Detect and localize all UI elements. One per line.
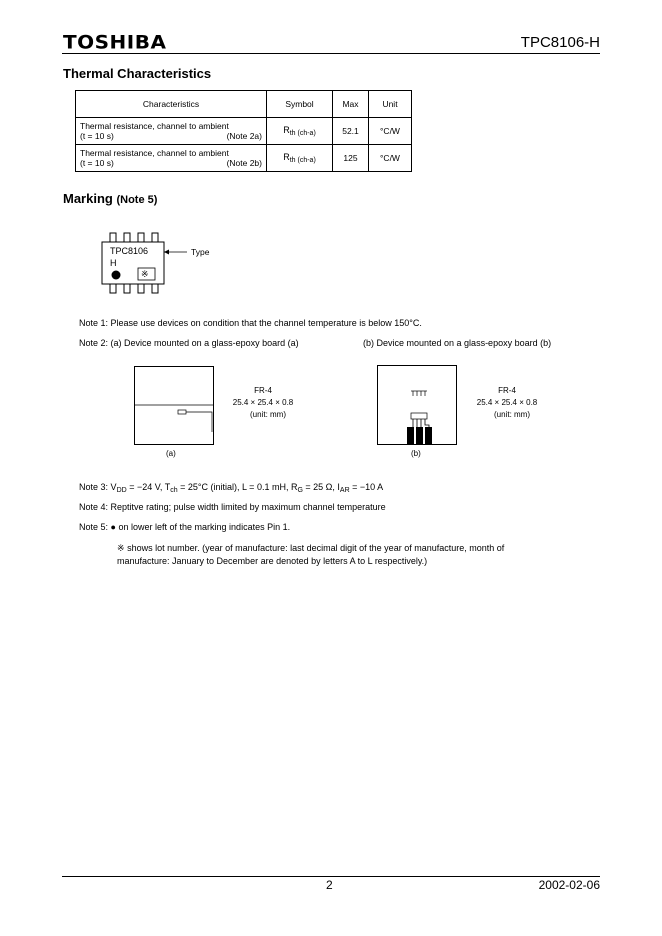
board-b-pad-3 bbox=[425, 427, 432, 445]
header-rule bbox=[62, 53, 600, 54]
cell-symbol bbox=[267, 118, 333, 145]
note3-v-val: = −24 V, T bbox=[126, 482, 171, 492]
type-arrowhead bbox=[164, 250, 169, 255]
note4-text: Reptitve rating; pulse width limited by maximum channel temperature bbox=[110, 502, 386, 512]
board-b-pad-1 bbox=[407, 427, 414, 445]
note2b-text: (b) Device mounted on a glass-epoxy board (b) bbox=[363, 338, 552, 348]
note3-i-val: = −10 A bbox=[349, 482, 384, 492]
board-a-label bbox=[210, 385, 316, 421]
char-line1: Thermal resistance, channel to ambient bbox=[80, 121, 229, 131]
cell-characteristic bbox=[76, 118, 267, 145]
note4 bbox=[79, 502, 386, 512]
board-a-size: 25.4 × 25.4 × 0.8 bbox=[232, 398, 294, 407]
col-max: Max bbox=[333, 91, 369, 118]
char-note: (Note 2a) bbox=[226, 131, 262, 141]
pin1-bullet-icon: ● bbox=[110, 522, 116, 532]
col-symbol: Symbol bbox=[267, 91, 333, 118]
footer-rule bbox=[62, 876, 600, 877]
note3-r-val: = 25 Ω, I bbox=[302, 482, 340, 492]
col-characteristics: Characteristics bbox=[76, 91, 267, 118]
board-b-diagram bbox=[377, 365, 459, 446]
note3-label: Note 3: bbox=[79, 482, 109, 492]
note5b bbox=[117, 542, 587, 568]
cell-characteristic bbox=[76, 145, 267, 172]
symbol-sub: th (ch-a) bbox=[289, 157, 316, 164]
thermal-title: Thermal Characteristics bbox=[63, 66, 212, 81]
char-note: (Note 2b) bbox=[226, 158, 262, 168]
note1-text: Please use devices on condition that the channel temperature is below 150°C. bbox=[110, 318, 422, 328]
cell-symbol bbox=[267, 145, 333, 172]
table-row bbox=[76, 118, 412, 145]
note2-label: Note 2: bbox=[79, 338, 109, 348]
board-a-unit: (unit: mm) bbox=[250, 410, 286, 419]
note3-i-sub: AR bbox=[339, 487, 350, 494]
symbol-main: R bbox=[283, 125, 290, 135]
note3-r-sub: G bbox=[297, 487, 303, 494]
board-b-size: 25.4 × 25.4 × 0.8 bbox=[476, 398, 538, 407]
char-line2: (t = 10 s) bbox=[80, 131, 114, 141]
board-a-diagram bbox=[134, 366, 216, 446]
pin1-dot bbox=[112, 271, 121, 280]
cell-unit: °C/W bbox=[369, 118, 412, 145]
note3-v-sub: DD bbox=[116, 487, 127, 494]
footer-date: 2002-02-06 bbox=[538, 878, 600, 892]
type-label: Type bbox=[191, 247, 210, 257]
note5-text: on lower left of the marking indicates Pin 1. bbox=[118, 522, 291, 532]
symbol-main: R bbox=[283, 152, 290, 162]
table-row bbox=[76, 145, 412, 172]
page-number: 2 bbox=[326, 878, 333, 892]
board-b-material: FR-4 bbox=[498, 386, 516, 395]
note5b-text2: manufacture: January to December are denoted by letters A to L respectively.) bbox=[117, 556, 428, 566]
marking-line2: H bbox=[110, 258, 117, 268]
note5 bbox=[79, 522, 290, 532]
note1 bbox=[79, 318, 422, 328]
char-line2: (t = 10 s) bbox=[80, 158, 114, 168]
note4-label: Note 4: bbox=[79, 502, 109, 512]
thermal-table bbox=[75, 90, 412, 172]
board-b-pad-2 bbox=[416, 427, 423, 445]
note3-v: V bbox=[110, 482, 117, 492]
lot-symbol-icon: ※ bbox=[117, 543, 125, 553]
note3-t-sub: ch bbox=[170, 487, 178, 494]
cell-unit: °C/W bbox=[369, 145, 412, 172]
marking-title bbox=[63, 191, 157, 206]
note5-label: Note 5: bbox=[79, 522, 109, 532]
note5b-text1: shows lot number. (year of manufacture: last decimal digit of the year of manufacture, month of bbox=[127, 543, 505, 553]
cell-max: 52.1 bbox=[333, 118, 369, 145]
table-header-row bbox=[76, 91, 412, 118]
board-b-unit: (unit: mm) bbox=[494, 410, 530, 419]
cell-max: 125 bbox=[333, 145, 369, 172]
char-line1: Thermal resistance, channel to ambient bbox=[80, 148, 229, 158]
symbol-sub: th (ch-a) bbox=[289, 130, 316, 137]
part-number: TPC8106-H bbox=[520, 34, 600, 51]
note2a-text: (a) Device mounted on a glass-epoxy board (a) bbox=[110, 338, 299, 348]
marking-line1: TPC8106 bbox=[110, 246, 149, 256]
note2 bbox=[79, 338, 299, 348]
note3 bbox=[79, 482, 383, 494]
marking-title-note: (Note 5) bbox=[116, 194, 158, 206]
board-b-caption: (b) bbox=[411, 449, 421, 458]
board-a-material: FR-4 bbox=[254, 386, 272, 395]
note3-t-val: = 25°C (initial), L = 0.1 mH, R bbox=[177, 482, 298, 492]
lot-symbol: ※ bbox=[141, 269, 149, 279]
marking-title-text: Marking bbox=[63, 191, 113, 206]
note1-label: Note 1: bbox=[79, 318, 109, 328]
board-a-outline bbox=[135, 367, 214, 445]
col-unit: Unit bbox=[369, 91, 412, 118]
toshiba-logo: TOSHIBA bbox=[63, 30, 167, 54]
board-b-label bbox=[454, 385, 560, 421]
board-a-caption: (a) bbox=[166, 449, 176, 458]
